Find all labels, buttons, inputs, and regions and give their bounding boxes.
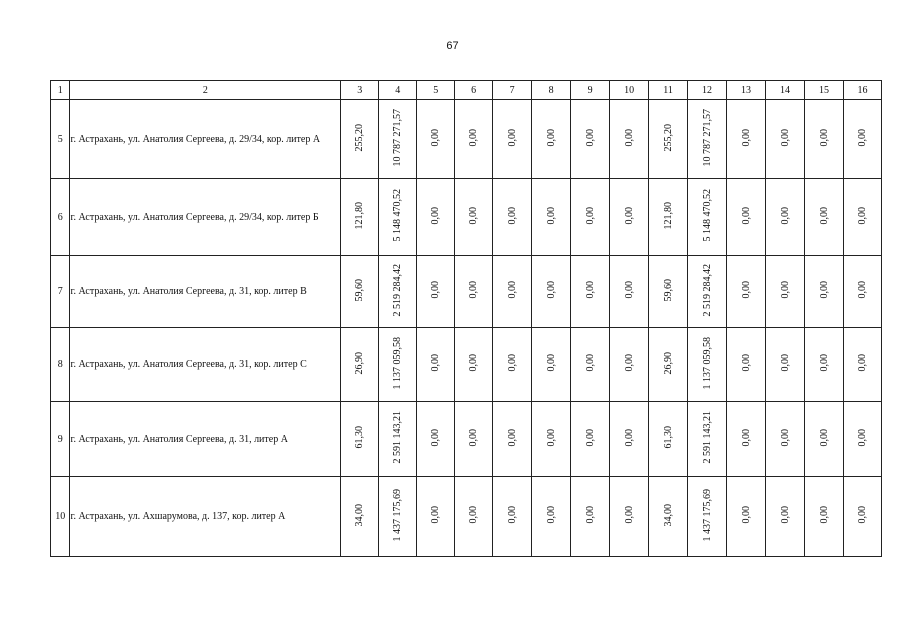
value-text: 1 437 175,69 — [392, 488, 404, 542]
value-text: 0,00 — [740, 281, 752, 299]
value-text: 0,00 — [468, 428, 480, 447]
value-cell — [493, 477, 532, 557]
value-cell — [379, 477, 417, 557]
data-table — [50, 80, 882, 557]
value-text: 5 148 470,52 — [701, 189, 713, 242]
value-cell — [649, 402, 688, 477]
value-cell — [649, 100, 688, 179]
value-text: 34,00 — [354, 503, 366, 527]
value-cell — [455, 100, 493, 179]
table-row — [51, 402, 882, 477]
column-header: 2 — [70, 81, 341, 100]
value-cell — [727, 402, 766, 477]
row-number: 5 — [51, 100, 70, 179]
column-header: 13 — [727, 81, 766, 100]
value-text: 0,00 — [584, 281, 596, 299]
value-text: 0,00 — [623, 206, 635, 225]
value-cell — [688, 402, 727, 477]
value-text: 0,00 — [506, 506, 518, 524]
value-cell — [844, 328, 882, 402]
value-cell — [417, 256, 455, 328]
value-cell — [493, 328, 532, 402]
value-text: 0,00 — [818, 128, 830, 147]
value-cell — [379, 256, 417, 328]
value-cell — [766, 179, 805, 256]
value-cell — [571, 179, 610, 256]
value-text: 2 519 284,42 — [701, 263, 713, 317]
value-cell — [493, 402, 532, 477]
value-cell — [766, 477, 805, 557]
row-number: 6 — [51, 179, 70, 256]
value-text: 0,00 — [584, 428, 596, 447]
value-text: 0,00 — [545, 428, 557, 447]
table-row — [51, 100, 882, 179]
value-text: 5 148 470,52 — [392, 189, 404, 242]
value-cell — [610, 328, 649, 402]
value-cell — [649, 179, 688, 256]
value-cell — [805, 256, 844, 328]
value-text: 2 591 143,21 — [392, 411, 404, 464]
value-cell — [341, 179, 379, 256]
value-text: 0,00 — [430, 354, 442, 372]
value-text: 0,00 — [506, 428, 518, 447]
value-cell — [341, 477, 379, 557]
value-text: 0,00 — [857, 354, 868, 372]
value-cell — [417, 100, 455, 179]
value-cell — [341, 328, 379, 402]
value-text: 0,00 — [779, 506, 791, 524]
column-header: 5 — [417, 81, 455, 100]
table-row — [51, 477, 882, 557]
value-cell — [571, 402, 610, 477]
column-header: 14 — [766, 81, 805, 100]
page-number: 67 — [446, 40, 459, 52]
address-cell: г. Астрахань, ул. Анатолия Сергеева, д. 31, кор. литер С — [70, 328, 341, 402]
table-row — [51, 328, 882, 402]
value-text: 59,60 — [662, 278, 674, 302]
value-text: 10 787 271,57 — [701, 108, 713, 167]
value-text: 0,00 — [430, 128, 442, 147]
value-cell — [532, 100, 571, 179]
value-text: 121,80 — [662, 201, 674, 230]
value-text: 0,00 — [545, 354, 557, 372]
value-cell — [532, 328, 571, 402]
value-text: 1 137 059,58 — [701, 336, 713, 390]
column-header: 16 — [844, 81, 882, 100]
value-text: 61,30 — [354, 426, 366, 449]
value-cell — [688, 256, 727, 328]
value-text: 0,00 — [818, 506, 830, 524]
value-text: 34,00 — [662, 503, 674, 527]
value-cell — [844, 100, 882, 179]
value-cell — [727, 328, 766, 402]
value-cell — [455, 477, 493, 557]
value-text: 0,00 — [857, 281, 868, 299]
table-row — [51, 256, 882, 328]
address-cell: г. Астрахань, ул. Ахшарумова, д. 137, кор. литер А — [70, 477, 341, 557]
value-text: 0,00 — [857, 506, 868, 524]
value-cell — [805, 179, 844, 256]
value-text: 0,00 — [584, 206, 596, 225]
column-header: 3 — [341, 81, 379, 100]
value-text: 0,00 — [857, 206, 868, 225]
value-text: 0,00 — [818, 428, 830, 447]
value-text: 0,00 — [623, 281, 635, 299]
value-cell — [688, 179, 727, 256]
address-cell: г. Астрахань, ул. Анатолия Сергеева, д. 29/34, кор. литер Б — [70, 179, 341, 256]
column-header: 7 — [493, 81, 532, 100]
value-text: 0,00 — [740, 428, 752, 447]
value-cell — [455, 402, 493, 477]
value-text: 0,00 — [545, 206, 557, 225]
value-cell — [844, 402, 882, 477]
value-cell — [417, 328, 455, 402]
value-cell — [532, 402, 571, 477]
value-text: 0,00 — [779, 354, 791, 372]
address-cell: г. Астрахань, ул. Анатолия Сергеева, д. 29/34, кор. литер А — [70, 100, 341, 179]
value-cell — [649, 477, 688, 557]
value-text: 0,00 — [506, 281, 518, 299]
value-cell — [610, 100, 649, 179]
value-cell — [417, 402, 455, 477]
value-cell — [379, 179, 417, 256]
value-text: 0,00 — [430, 281, 442, 299]
value-cell — [379, 402, 417, 477]
value-text: 255,20 — [662, 123, 674, 152]
value-cell — [766, 402, 805, 477]
value-cell — [688, 100, 727, 179]
value-cell — [493, 100, 532, 179]
value-text: 0,00 — [506, 206, 518, 225]
value-text: 0,00 — [857, 428, 868, 447]
value-cell — [571, 100, 610, 179]
value-cell — [571, 328, 610, 402]
row-number: 10 — [51, 477, 70, 557]
value-text: 61,30 — [662, 426, 674, 449]
value-text: 0,00 — [740, 354, 752, 372]
value-cell — [493, 179, 532, 256]
header-row — [51, 81, 882, 100]
value-cell — [688, 477, 727, 557]
value-cell — [805, 100, 844, 179]
value-text: 1 137 059,58 — [392, 336, 404, 390]
value-cell — [805, 328, 844, 402]
value-cell — [610, 256, 649, 328]
value-text: 0,00 — [623, 128, 635, 147]
value-cell — [649, 256, 688, 328]
row-number: 9 — [51, 402, 70, 477]
value-cell — [844, 477, 882, 557]
value-cell — [341, 100, 379, 179]
address-cell: г. Астрахань, ул. Анатолия Сергеева, д. 31, кор. литер В — [70, 256, 341, 328]
column-header: 8 — [532, 81, 571, 100]
value-text: 0,00 — [779, 206, 791, 225]
column-header: 4 — [379, 81, 417, 100]
value-cell — [727, 100, 766, 179]
value-text: 26,90 — [354, 351, 366, 375]
value-text: 0,00 — [623, 428, 635, 447]
value-text: 0,00 — [584, 506, 596, 524]
value-cell — [341, 256, 379, 328]
value-cell — [805, 402, 844, 477]
value-cell — [571, 477, 610, 557]
value-text: 0,00 — [584, 128, 596, 147]
table-body — [51, 100, 882, 557]
value-cell — [417, 179, 455, 256]
column-header: 1 — [51, 81, 70, 100]
value-text: 2 591 143,21 — [701, 411, 713, 464]
value-text: 0,00 — [506, 128, 518, 147]
value-text: 0,00 — [779, 128, 791, 147]
value-cell — [727, 477, 766, 557]
value-text: 0,00 — [818, 281, 830, 299]
row-number: 8 — [51, 328, 70, 402]
value-cell — [532, 179, 571, 256]
value-cell — [455, 179, 493, 256]
value-text: 0,00 — [545, 128, 557, 147]
value-text: 59,60 — [354, 278, 366, 302]
value-text: 1 437 175,69 — [701, 488, 713, 542]
row-number: 7 — [51, 256, 70, 328]
address-cell: г. Астрахань, ул. Анатолия Сергеева, д. 31, литер А — [70, 402, 341, 477]
value-text: 0,00 — [857, 128, 868, 147]
value-text: 0,00 — [818, 354, 830, 372]
value-cell — [571, 256, 610, 328]
column-header: 12 — [688, 81, 727, 100]
column-header: 9 — [571, 81, 610, 100]
column-header: 15 — [805, 81, 844, 100]
value-cell — [379, 328, 417, 402]
value-text: 2 519 284,42 — [392, 263, 404, 317]
value-text: 0,00 — [740, 206, 752, 225]
value-cell — [766, 328, 805, 402]
value-text: 0,00 — [779, 428, 791, 447]
value-cell — [455, 328, 493, 402]
value-text: 0,00 — [468, 354, 480, 372]
value-cell — [727, 179, 766, 256]
value-text: 0,00 — [430, 206, 442, 225]
value-text: 255,20 — [354, 123, 366, 152]
value-text: 121,80 — [354, 201, 366, 230]
value-text: 0,00 — [430, 506, 442, 524]
value-cell — [649, 328, 688, 402]
value-cell — [610, 402, 649, 477]
value-text: 0,00 — [506, 354, 518, 372]
value-text: 0,00 — [623, 506, 635, 524]
value-text: 0,00 — [468, 506, 480, 524]
value-cell — [610, 179, 649, 256]
value-text: 0,00 — [468, 128, 480, 147]
value-cell — [532, 256, 571, 328]
value-text: 0,00 — [545, 506, 557, 524]
value-cell — [727, 256, 766, 328]
value-cell — [417, 477, 455, 557]
column-header: 11 — [649, 81, 688, 100]
value-text: 10 787 271,57 — [392, 108, 404, 167]
value-text: 0,00 — [584, 354, 596, 372]
value-text: 0,00 — [779, 281, 791, 299]
value-text: 26,90 — [662, 351, 674, 375]
value-cell — [341, 402, 379, 477]
value-text: 0,00 — [468, 281, 480, 299]
value-cell — [844, 256, 882, 328]
column-header: 10 — [610, 81, 649, 100]
value-text: 0,00 — [740, 128, 752, 147]
value-cell — [766, 256, 805, 328]
column-header: 6 — [455, 81, 493, 100]
value-cell — [688, 328, 727, 402]
value-text: 0,00 — [623, 354, 635, 372]
value-text: 0,00 — [468, 206, 480, 225]
value-text: 0,00 — [740, 506, 752, 524]
value-text: 0,00 — [818, 206, 830, 225]
table-row — [51, 179, 882, 256]
value-cell — [844, 179, 882, 256]
value-text: 0,00 — [545, 281, 557, 299]
value-cell — [532, 477, 571, 557]
value-cell — [805, 477, 844, 557]
value-text: 0,00 — [430, 428, 442, 447]
value-cell — [610, 477, 649, 557]
value-cell — [493, 256, 532, 328]
value-cell — [455, 256, 493, 328]
value-cell — [766, 100, 805, 179]
value-cell — [379, 100, 417, 179]
